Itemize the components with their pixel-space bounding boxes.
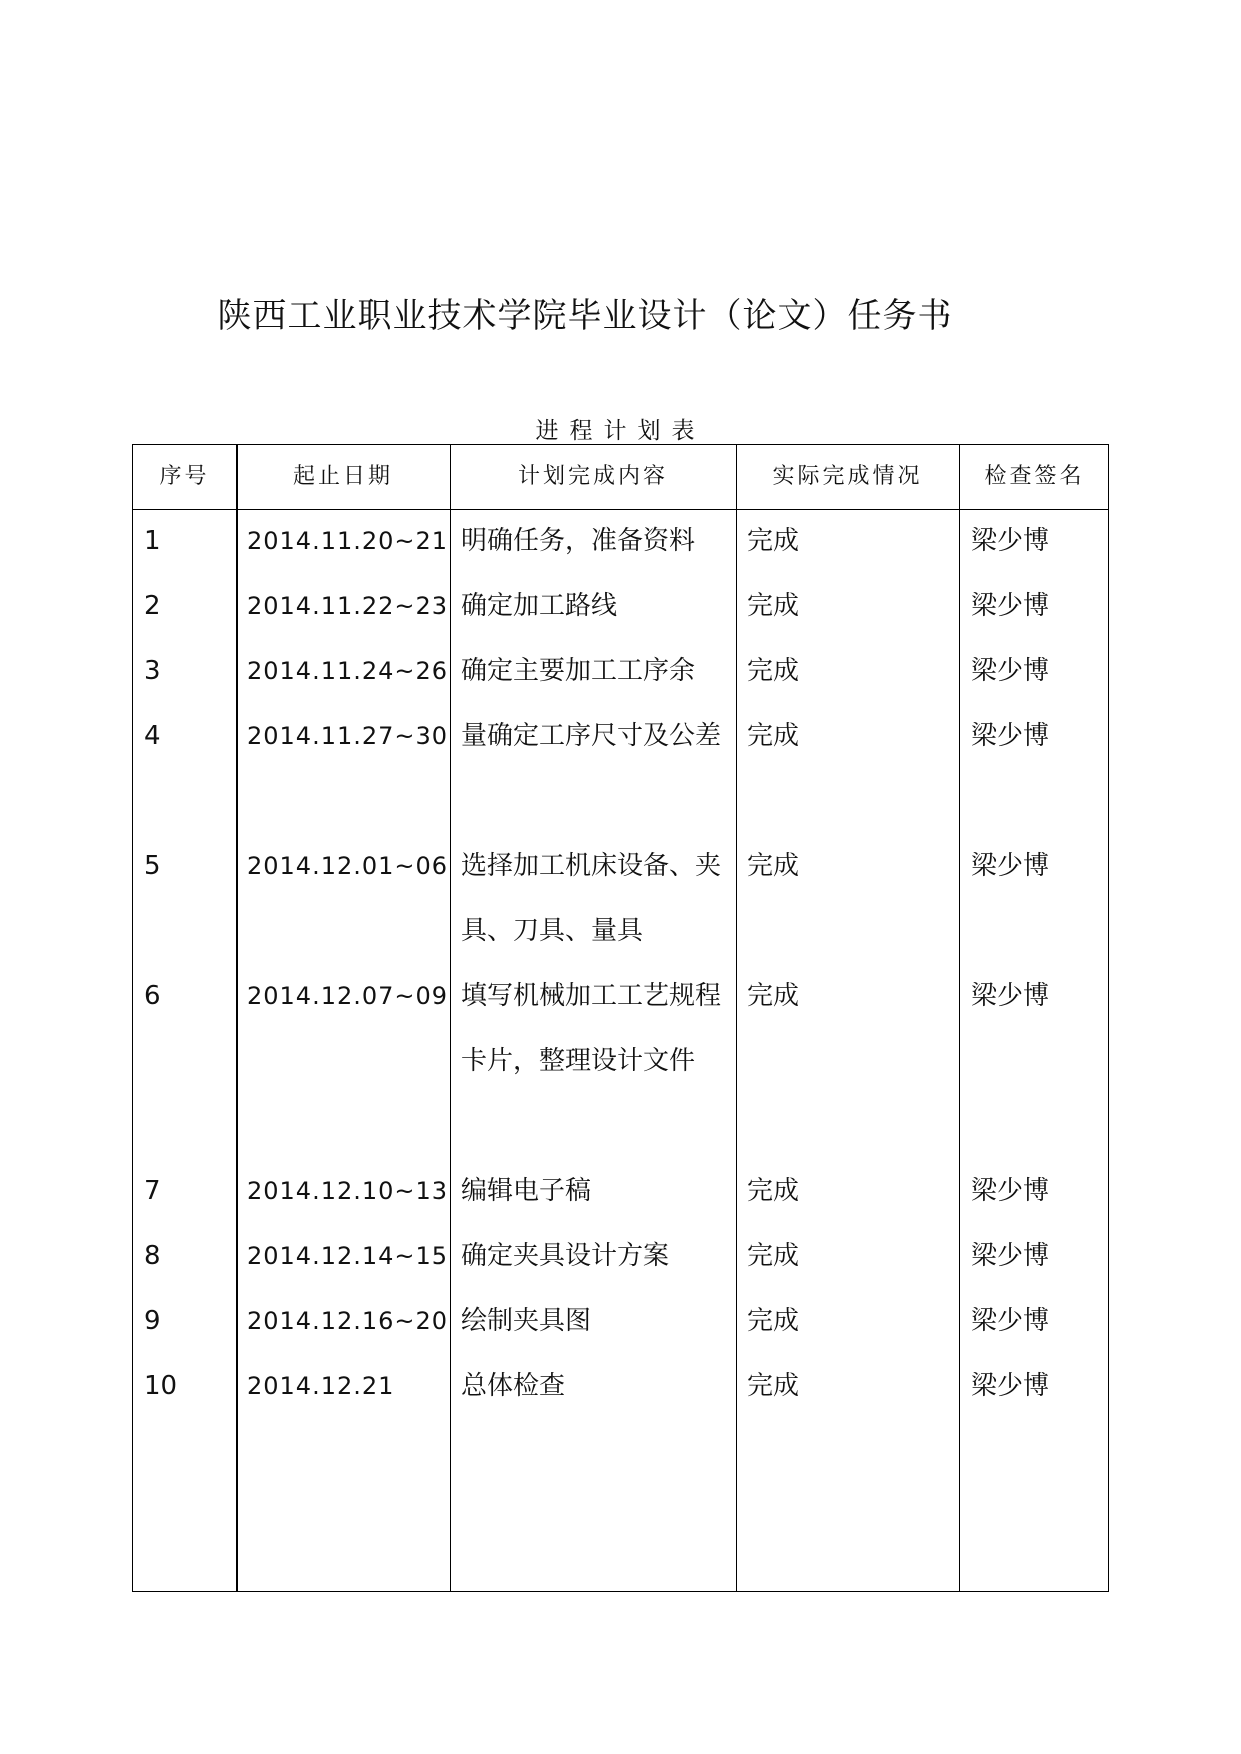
cell-actual: 完成: [747, 981, 800, 1011]
cell-actual: 完成: [747, 591, 800, 621]
cell-dates: 2014.12.07~09: [247, 982, 449, 1010]
cell-signature: 梁少博: [971, 591, 1050, 621]
column-divider: [959, 445, 960, 1591]
cell-signature: 梁少博: [971, 656, 1050, 686]
cell-signature: 梁少博: [971, 851, 1050, 881]
cell-no: 2: [144, 591, 161, 621]
cell-no: 1: [144, 526, 161, 556]
header-no: 序号: [159, 464, 210, 489]
cell-dates: 2014.12.14~15: [247, 1242, 449, 1270]
cell-no: 10: [144, 1371, 178, 1401]
header-dates: 起止日期: [292, 464, 393, 489]
column-divider: [236, 445, 238, 1591]
cell-actual: 完成: [747, 656, 800, 686]
column-divider: [736, 445, 737, 1591]
cell-dates: 2014.12.21: [247, 1372, 395, 1400]
document-title: 陕西工业职业技术学院毕业设计（论文）任务书: [217, 296, 953, 336]
cell-dates: 2014.11.20~21: [247, 527, 449, 555]
cell-signature: 梁少博: [971, 1371, 1050, 1401]
cell-dates: 2014.11.24~26: [247, 657, 449, 685]
cell-actual: 完成: [747, 721, 800, 751]
header-plan: 计划完成内容: [517, 464, 668, 489]
cell-no: 4: [144, 721, 161, 751]
cell-actual: 完成: [747, 851, 800, 881]
cell-dates: 2014.12.16~20: [247, 1307, 449, 1335]
cell-actual: 完成: [747, 1241, 800, 1271]
cell-dates: 2014.12.01~06: [247, 852, 449, 880]
header-actual: 实际完成情况: [772, 464, 923, 489]
cell-no: 7: [144, 1176, 161, 1206]
cell-no: 5: [144, 851, 161, 881]
cell-signature: 梁少博: [971, 981, 1050, 1011]
cell-signature: 梁少博: [971, 526, 1050, 556]
cell-no: 3: [144, 656, 161, 686]
cell-actual: 完成: [747, 1306, 800, 1336]
cell-actual: 完成: [747, 1371, 800, 1401]
cell-no: 8: [144, 1241, 161, 1271]
cell-plan: 确定主要加工工序余: [461, 656, 696, 686]
cell-plan: 总体检查: [461, 1371, 566, 1401]
cell-no: 6: [144, 981, 161, 1011]
cell-signature: 梁少博: [971, 1306, 1050, 1336]
cell-plan: 编辑电子稿: [461, 1176, 592, 1206]
cell-actual: 完成: [747, 1176, 800, 1206]
cell-signature: 梁少博: [971, 721, 1050, 751]
cell-plan: 填写机械加工工艺规程卡片，整理设计文件: [461, 981, 722, 1076]
cell-no: 9: [144, 1306, 161, 1336]
cell-signature: 梁少博: [971, 1241, 1050, 1271]
cell-plan: 确定加工路线: [461, 591, 618, 621]
cell-plan: 确定夹具设计方案: [461, 1241, 670, 1271]
header-signature: 检查签名: [984, 464, 1085, 489]
table-caption: 进程计划表: [535, 418, 706, 444]
column-divider: [450, 445, 451, 1591]
cell-actual: 完成: [747, 526, 800, 556]
cell-signature: 梁少博: [971, 1176, 1050, 1206]
cell-plan: 绘制夹具图: [461, 1306, 592, 1336]
cell-plan: 量确定工序尺寸及公差: [461, 721, 722, 751]
progress-plan-table: [132, 444, 1109, 1592]
cell-plan: 选择加工机床设备、夹具、刀具、量具: [461, 851, 722, 946]
cell-dates: 2014.11.27~30: [247, 722, 449, 750]
cell-dates: 2014.12.10~13: [247, 1177, 449, 1205]
cell-plan: 明确任务，准备资料: [461, 526, 696, 556]
cell-dates: 2014.11.22~23: [247, 592, 449, 620]
